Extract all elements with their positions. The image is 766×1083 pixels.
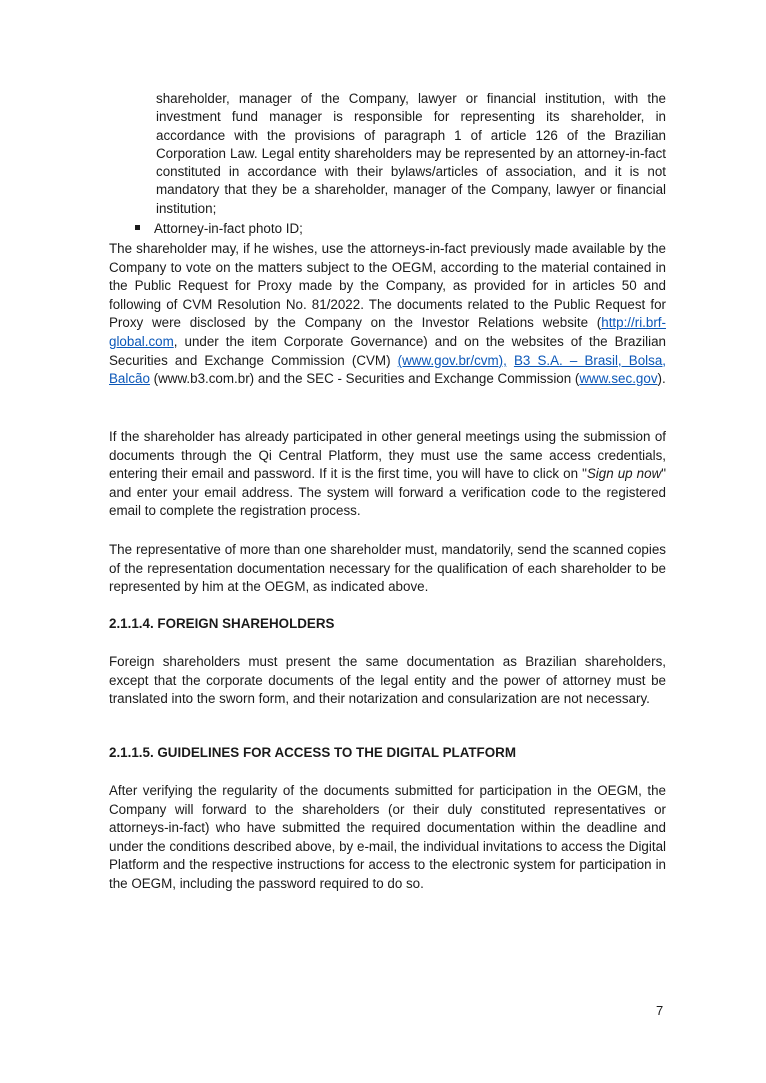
b3-link[interactable]: B3 S.A. – Brasil, Bolsa, Balcão (109, 352, 666, 387)
bullet-item (135, 220, 655, 238)
proxy-paragraph (109, 240, 666, 389)
proxy-text-3 (507, 353, 514, 368)
representative-paragraph: The representative of more than one shareholder must, mandatorily, send the scanned copies of the representation documentation necessary for the qualification of each shareholder to be represented by him at the OEGM, as indicated above. (109, 542, 666, 595)
foreign-shareholders-heading: 2.1.1.4. FOREIGN SHAREHOLDERS (109, 616, 335, 631)
foreign-shareholders-paragraph: Foreign shareholders must present the same documentation as Brazilian shareholders, except that the corporate documents of the legal entity and the power of attorney must be translated into the sworn form, and their notarization and consularization are not necessary. (109, 654, 666, 707)
guidelines-heading: 2.1.1.5. GUIDELINES FOR ACCESS TO THE DIGITAL PLATFORM (109, 745, 516, 760)
page-number: 7 (656, 1003, 664, 1018)
proxy-text-5: ). (657, 371, 666, 387)
qi-platform-paragraph (109, 428, 666, 521)
square-bullet-icon (135, 225, 140, 230)
sign-up-now-text: Sign up now (586, 466, 662, 482)
cvm-link[interactable]: (www.gov.br/cvm), (397, 352, 507, 368)
continuation-paragraph: shareholder, manager of the Company, lawyer or financial institution, with the investment fund manager is responsible for representing its shareholder, in accordance with the provisions of paragraph 1 of article 126 of the Brazilian Corporation Law. Legal entity shareholders may be represented by an attorney-in-fact constituted in accordance with their bylaws/articles of association, and it is not mandatory that they be a shareholder, manager of the Company, lawyer or financial institution; (156, 91, 666, 216)
bullet-text: Attorney-in-fact photo ID; (154, 221, 303, 236)
proxy-text-4: (www.b3.com.br) and the SEC - Securities and Exchange Commission ( (149, 371, 580, 387)
qi-text-2: " and enter your email address. The system will forward a verification code to the registered email to complete the registration process. (109, 466, 666, 519)
sec-link[interactable]: www.sec.gov (579, 371, 658, 387)
proxy-text-1: The shareholder may, if he wishes, use the attorneys-in-fact previously made available by the Company to vote on the matters subject to the OEGM, according to the material contained in the Public Request for Proxy made by the Company, as provided for in articles 50 and following of CVM Resolution No. 81/2022. The documents related to the Public Request for Proxy were disclosed by the Company on the Investor Relations website ( (109, 241, 666, 331)
guidelines-paragraph: After verifying the regularity of the documents submitted for participation in the OEGM, the Company will forward to the shareholders (or their duly constituted representatives or attorneys-in-fact) who have submitted the required documentation within the deadline and under the conditions described above, by e-mail, the individual invitations to access the Digital Platform and the respective instructions for access to the electronic system for participation in the OEGM, including the password required to do so. (109, 783, 666, 891)
qi-text-1: If the shareholder has already participated in other general meetings using the submission of documents through the Qi Central Platform, they must use the same access credentials, entering their email and password. If it is the first time, you will have to click on " (109, 429, 666, 482)
ri-brf-link[interactable]: http://ri.brf-global.com (109, 315, 666, 349)
proxy-text-2: , under the item Corporate Governance) and on the websites of the Brazilian Securities and Exchange Commission (CVM) (109, 333, 666, 368)
